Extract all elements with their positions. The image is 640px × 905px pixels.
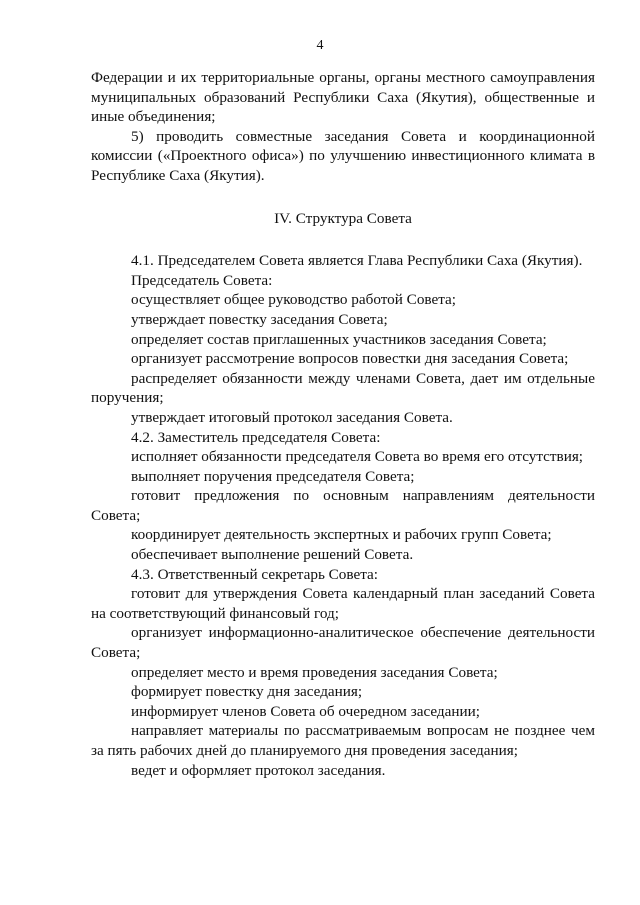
paragraph: обеспечивает выполнение решений Совета. [131, 546, 414, 564]
paragraph: определяет состав приглашенных участников заседания Совета; [131, 330, 547, 348]
paragraph: 4.2. Заместитель председателя Совета: [131, 428, 381, 446]
paragraph: исполняет обязанности председателя Совета во время его отсутствия; [131, 448, 584, 466]
paragraph: готовит предложения по основным направлениям деятельности Совета; [91, 487, 595, 524]
paragraph: организует рассмотрение вопросов повестки дня заседания Совета; [131, 350, 569, 368]
paragraph: формирует повестку дня заседания; [131, 683, 363, 701]
paragraph: направляет материалы по рассматриваемым вопросам не позднее чем за пять рабочих дней до планируемого дня проведения заседания; [91, 722, 595, 759]
paragraph: выполняет поручения председателя Совета; [131, 467, 415, 485]
page-number: 4 [316, 38, 324, 53]
paragraph: 4.3. Ответственный секретарь Совета: [131, 565, 379, 583]
paragraph: готовит для утверждения Совета календарный план заседаний Совета на соответствующий финансовый год; [91, 585, 595, 622]
paragraph: организует информационно-аналитическое обеспечение деятельности Совета; [91, 624, 595, 662]
document-body [91, 68, 595, 780]
paragraph: Председатель Совета: [131, 271, 273, 289]
paragraph: утверждает повестку заседания Совета; [131, 310, 388, 328]
paragraph: утверждает итоговый протокол заседания Совета. [131, 408, 453, 426]
paragraph: 4.1. Председателем Совета является Глава Республики Саха (Якутия). [131, 252, 583, 270]
paragraph: распределяет обязанности между членами Совета, дает им отдельные поручения; [91, 369, 595, 407]
paragraph-item-5: 5) проводить совместные заседания Совета и координационной комиссии («Проектного офиса») по улучшению инвестиционного климата в Республике Саха (Якутия). [91, 127, 595, 184]
paragraph: определяет место и время проведения заседания Совета; [131, 663, 498, 681]
paragraph: осуществляет общее руководство работой Совета; [131, 291, 457, 309]
paragraph-continuation: Федерации и их территориальные органы, органы местного самоуправления муниципальных образований Республики Саха (Якутия), общественные и иные объединения; [91, 69, 595, 126]
paragraph: ведет и оформляет протокол заседания. [131, 761, 386, 779]
paragraph: координирует деятельность экспертных и рабочих групп Совета; [131, 526, 552, 544]
paragraph: информирует членов Совета об очередном заседании; [131, 702, 480, 720]
section-heading: IV. Структура Совета [274, 209, 412, 227]
